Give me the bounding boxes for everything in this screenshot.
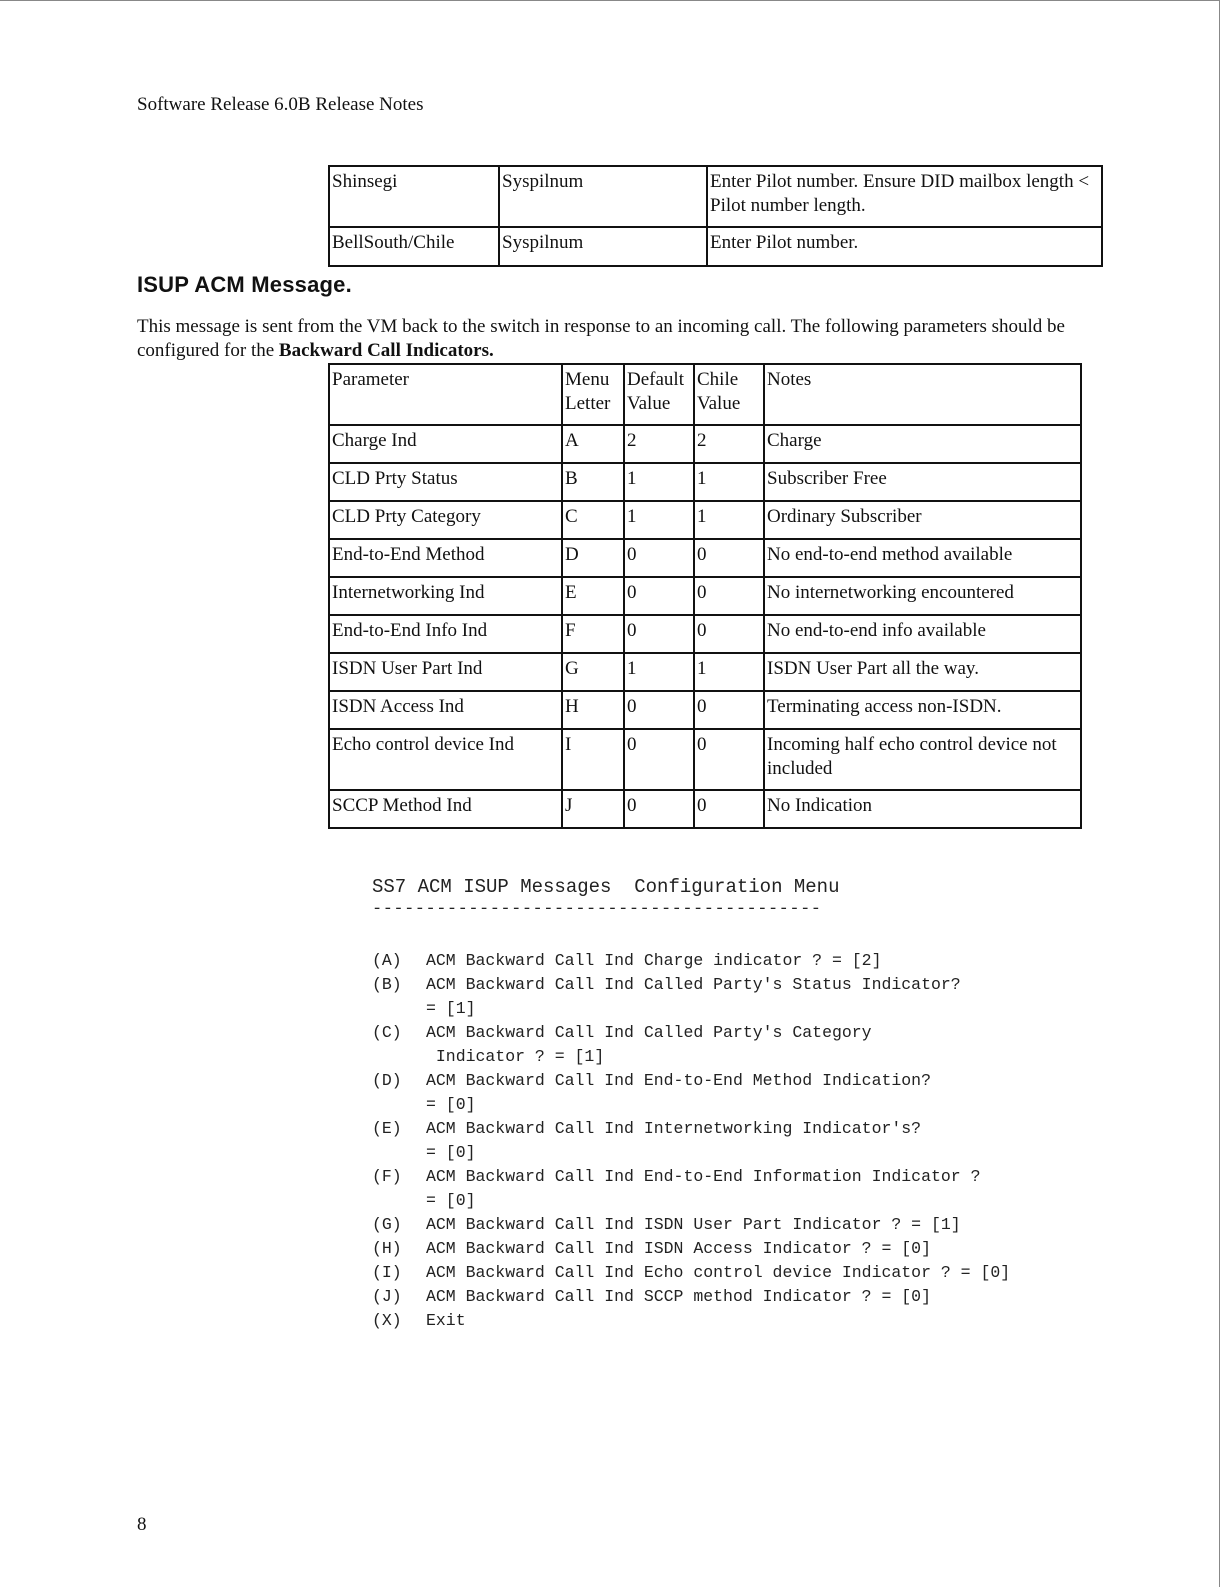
menu-title: SS7 ACM ISUP Messages Configuration Menu	[372, 876, 840, 898]
table-cell: Shinsegi	[329, 166, 499, 227]
menu-item-text: ACM Backward Call Ind ISDN User Part Indicator ? = [1]	[426, 1215, 961, 1234]
table-cell: 0	[624, 615, 694, 653]
table-cell: 1	[694, 501, 764, 539]
table-cell: No Indication	[764, 790, 1081, 828]
table-cell: CLD Prty Category	[329, 501, 562, 539]
menu-item-e	[372, 1117, 1010, 1141]
column-header: Parameter	[329, 364, 562, 425]
table-cell: No end-to-end method available	[764, 539, 1081, 577]
table-cell: 1	[624, 501, 694, 539]
config-menu-listing	[372, 876, 1010, 1333]
table-cell: ISDN User Part Ind	[329, 653, 562, 691]
table-cell: B	[562, 463, 624, 501]
menu-item-b	[372, 973, 1010, 997]
menu-item-text: ACM Backward Call Ind End-to-End Information Indicator ?	[426, 1167, 981, 1186]
table-row	[329, 615, 1081, 653]
table-cell: 0	[694, 790, 764, 828]
table-header-row	[329, 364, 1081, 425]
table-cell: H	[562, 691, 624, 729]
menu-item-text: ACM Backward Call Ind Echo control device Indicator ? = [0]	[426, 1263, 1011, 1282]
menu-item-e-continuation	[372, 1141, 1010, 1165]
table-row	[329, 691, 1081, 729]
table-row	[329, 227, 1102, 266]
page-number: 8	[137, 1514, 147, 1535]
table-cell: 2	[624, 425, 694, 463]
menu-item-text: ACM Backward Call Ind SCCP method Indicator ? = [0]	[426, 1287, 931, 1306]
column-header: Default Value	[624, 364, 694, 425]
table-cell: CLD Prty Status	[329, 463, 562, 501]
table-cell: 0	[624, 539, 694, 577]
table-cell: J	[562, 790, 624, 828]
menu-item-b-continuation	[372, 997, 1010, 1021]
table-cell: E	[562, 577, 624, 615]
table-cell: 1	[624, 463, 694, 501]
table-cell: Syspilnum	[499, 227, 707, 266]
table-cell: 0	[694, 691, 764, 729]
menu-item-letter: (A)	[372, 951, 402, 970]
table-cell: 1	[694, 653, 764, 691]
table-row	[329, 539, 1081, 577]
table-cell: Enter Pilot number. Ensure DID mailbox length < Pilot number length.	[707, 166, 1102, 227]
table-cell: 1	[624, 653, 694, 691]
table-cell: No internetworking encountered	[764, 577, 1081, 615]
table-row	[329, 790, 1081, 828]
running-header: Software Release 6.0B Release Notes	[137, 94, 424, 115]
menu-item-letter: (F)	[372, 1167, 402, 1186]
column-header: Chile Value	[694, 364, 764, 425]
intro-bold-term: Backward Call Indicators.	[278, 340, 494, 361]
menu-item-letter: (H)	[372, 1239, 402, 1258]
table-cell: No end-to-end info available	[764, 615, 1081, 653]
menu-item-c	[372, 1021, 1010, 1045]
table-row	[329, 425, 1081, 463]
table-row	[329, 653, 1081, 691]
menu-item-i	[372, 1261, 1010, 1285]
table-cell: Subscriber Free	[764, 463, 1081, 501]
table-cell: End-to-End Info Ind	[329, 615, 562, 653]
table-row	[329, 501, 1081, 539]
table-cell: D	[562, 539, 624, 577]
menu-item-text: ACM Backward Call Ind ISDN Access Indicator ? = [0]	[426, 1239, 931, 1258]
menu-item-text: Indicator ? = [1]	[426, 1047, 605, 1066]
table-cell: G	[562, 653, 624, 691]
table-cell: 0	[624, 790, 694, 828]
menu-item-text: Exit	[426, 1311, 466, 1330]
menu-item-j	[372, 1285, 1010, 1309]
menu-item-f-continuation	[372, 1189, 1010, 1213]
table-cell: 0	[694, 577, 764, 615]
intro-text: This message is sent from the VM back to the switch in response to an incoming call. The following parameters should be configured for the	[137, 316, 1065, 361]
menu-item-d	[372, 1069, 1010, 1093]
table-cell: Echo control device Ind	[329, 729, 562, 790]
table-cell: 2	[694, 425, 764, 463]
table-cell: ISDN Access Ind	[329, 691, 562, 729]
table-cell: End-to-End Method	[329, 539, 562, 577]
menu-item-x	[372, 1309, 1010, 1333]
menu-item-c-continuation	[372, 1045, 1010, 1069]
table-cell: Enter Pilot number.	[707, 227, 1102, 266]
table-cell: 1	[694, 463, 764, 501]
menu-item-text: = [1]	[426, 999, 476, 1018]
menu-item-text: = [0]	[426, 1095, 476, 1114]
table-cell: Internetworking Ind	[329, 577, 562, 615]
table-cell: BellSouth/Chile	[329, 227, 499, 266]
pilot-number-table	[328, 165, 1103, 267]
menu-item-text: = [0]	[426, 1143, 476, 1162]
intro-paragraph	[137, 315, 1127, 363]
table-cell: I	[562, 729, 624, 790]
menu-item-h	[372, 1237, 1010, 1261]
menu-item-letter: (C)	[372, 1023, 402, 1042]
table-cell: Charge Ind	[329, 425, 562, 463]
menu-item-text: ACM Backward Call Ind Called Party's Category	[426, 1023, 872, 1042]
column-header: Notes	[764, 364, 1081, 425]
menu-item-text: ACM Backward Call Ind End-to-End Method Indication?	[426, 1071, 931, 1090]
table-cell: 0	[694, 539, 764, 577]
menu-item-letter: (X)	[372, 1311, 402, 1330]
menu-item-letter: (J)	[372, 1287, 402, 1306]
table-row	[329, 729, 1081, 790]
table-cell: SCCP Method Ind	[329, 790, 562, 828]
table-row	[329, 166, 1102, 227]
menu-item-letter: (D)	[372, 1071, 402, 1090]
table-cell: Charge	[764, 425, 1081, 463]
table-cell: ISDN User Part all the way.	[764, 653, 1081, 691]
table-cell: 0	[624, 577, 694, 615]
section-heading: ISUP ACM Message.	[137, 272, 352, 297]
table-cell: C	[562, 501, 624, 539]
menu-item-text: ACM Backward Call Ind Internetworking Indicator's?	[426, 1119, 922, 1138]
table-cell: 0	[624, 691, 694, 729]
table-cell: Incoming half echo control device not included	[764, 729, 1081, 790]
menu-item-g	[372, 1213, 1010, 1237]
table-cell: Ordinary Subscriber	[764, 501, 1081, 539]
table-cell: 0	[694, 615, 764, 653]
menu-item-f	[372, 1165, 1010, 1189]
table-cell: A	[562, 425, 624, 463]
table-cell: 0	[694, 729, 764, 790]
table-cell: Syspilnum	[499, 166, 707, 227]
menu-item-letter: (G)	[372, 1215, 402, 1234]
table-cell: F	[562, 615, 624, 653]
menu-item-a	[372, 949, 1010, 973]
table-row	[329, 577, 1081, 615]
menu-item-letter: (I)	[372, 1263, 402, 1282]
table-cell: Terminating access non-ISDN.	[764, 691, 1081, 729]
table-row	[329, 463, 1081, 501]
menu-item-text: ACM Backward Call Ind Called Party's Status Indicator?	[426, 975, 961, 994]
backward-call-indicators-table	[328, 363, 1082, 829]
table-cell: 0	[624, 729, 694, 790]
menu-item-letter: (B)	[372, 975, 402, 994]
menu-item-letter: (E)	[372, 1119, 402, 1138]
menu-item-d-continuation	[372, 1093, 1010, 1117]
menu-item-text: ACM Backward Call Ind Charge indicator ? = [2]	[426, 951, 882, 970]
menu-rule: ------------------------------------------	[372, 900, 822, 919]
menu-item-text: = [0]	[426, 1191, 476, 1210]
column-header: Menu Letter	[562, 364, 624, 425]
